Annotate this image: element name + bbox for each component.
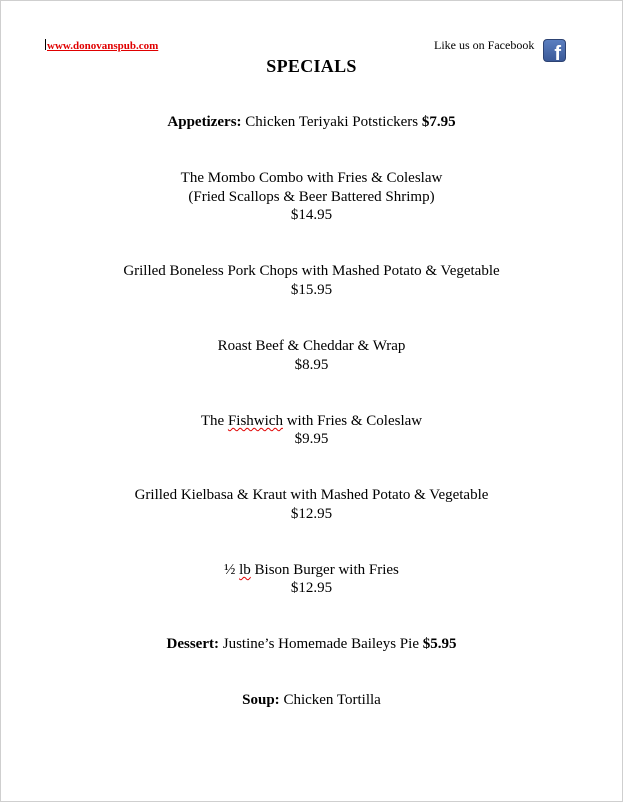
special-3-price: $8.95 [294, 357, 329, 373]
special-4-name-post: with Fries & Coleslaw [282, 413, 423, 429]
special-3-name: Roast Beef & Cheddar & Wrap [217, 338, 406, 354]
soup-item: Chicken Tortilla [283, 692, 381, 708]
special-6-name [1, 562, 622, 579]
special-2-name: Grilled Boneless Pork Chops with Mashed Potato & Vegetable [123, 263, 500, 279]
special-4-name [1, 413, 622, 430]
special-1-name: The Mombo Combo with Fries & Coleslaw [180, 170, 443, 186]
appetizers-item: Chicken Teriyaki Potstickers [245, 114, 419, 130]
dessert-item: Justine’s Homemade Baileys Pie [222, 636, 419, 652]
special-2-price: $15.95 [290, 282, 333, 298]
appetizers-price: $7.95 [421, 114, 456, 130]
special-6-name-post: Bison Burger with Fries [250, 562, 399, 578]
website-link[interactable] [45, 39, 158, 52]
text-cursor [45, 39, 46, 50]
special-5-name: Grilled Kielbasa & Kraut with Mashed Potato & Vegetable [134, 487, 489, 503]
facebook-glyph: f [554, 43, 561, 62]
appetizers-line [1, 114, 622, 131]
website-link-text: www.donovanspub.com [47, 40, 159, 52]
special-4-name-pre: The [200, 413, 228, 429]
special-5-price: $12.95 [290, 506, 333, 522]
soup-line [1, 692, 622, 709]
dessert-label: Dessert: [166, 636, 219, 652]
special-1-price: $14.95 [290, 207, 333, 223]
appetizers-label: Appetizers: [167, 114, 242, 130]
special-6-price: $12.95 [290, 580, 333, 596]
spelling-flagged-word: Fishwich [227, 413, 283, 429]
special-1-detail: (Fried Scallops & Beer Battered Shrimp) [188, 189, 435, 205]
facebook-prompt: Like us on Facebook [434, 38, 535, 52]
page-title: SPECIALS [266, 56, 357, 76]
dessert-price: $5.95 [422, 636, 457, 652]
dessert-line [1, 636, 622, 653]
special-6-name-pre: ½ [224, 562, 240, 578]
spelling-flagged-word: lb [239, 562, 251, 578]
soup-label: Soup: [242, 692, 280, 708]
special-4-price: $9.95 [294, 431, 329, 447]
